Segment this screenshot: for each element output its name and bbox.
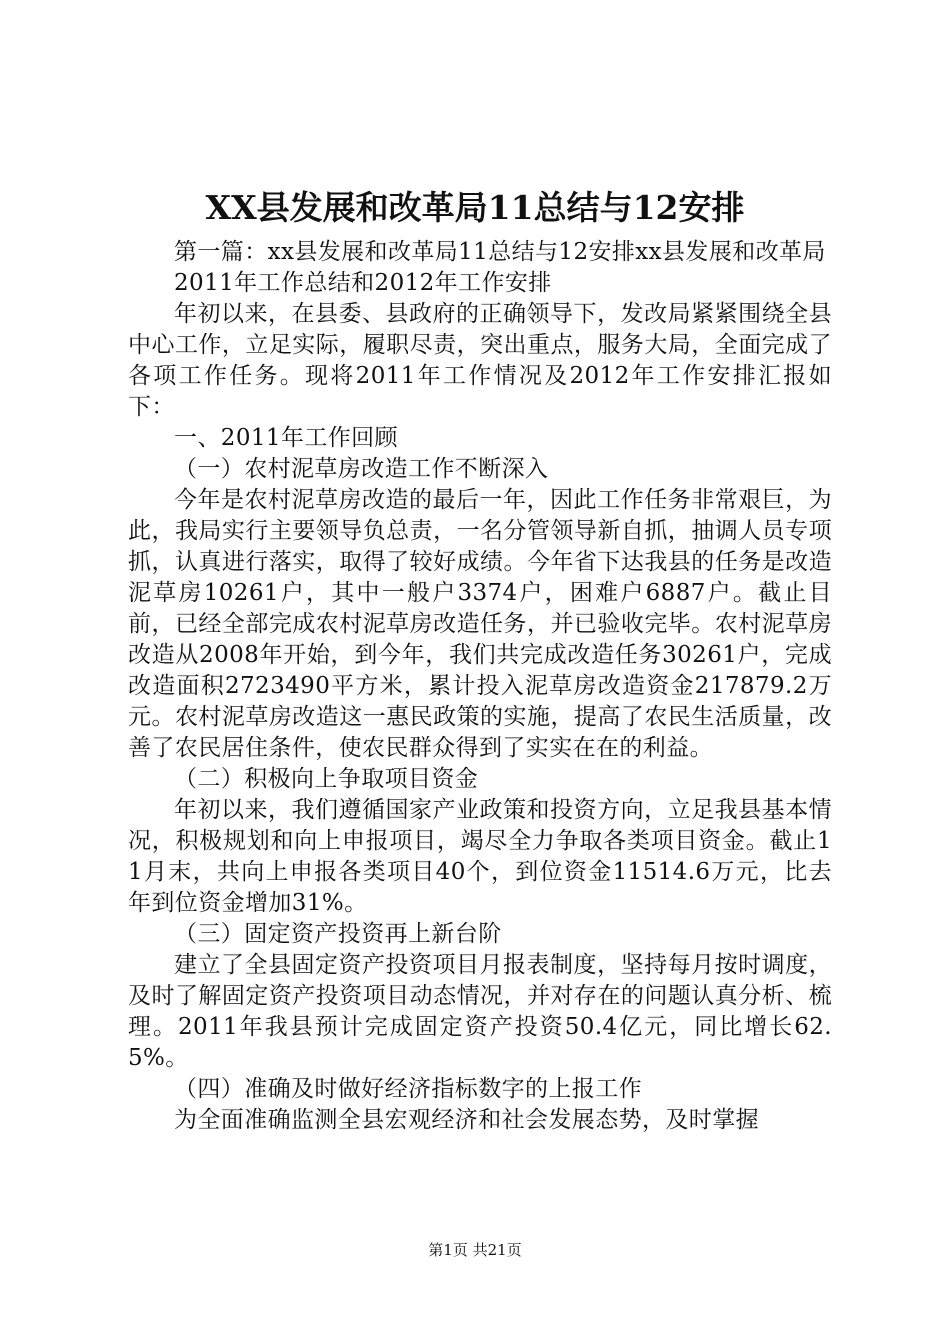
section-heading-review: 一、2011年工作回顾 xyxy=(174,425,398,451)
paragraph-investment: 建立了全县固定资产投资项目月报表制度，坚持每月按时调度，及时了解固定资产投资项目动态情况，并对存在的问题认真分析、梳理。2011年我县预计完成固定资产投资50.4亿元，同比增长62.5%。 xyxy=(128,952,832,1071)
paragraph-subtitle: 2011年工作总结和2012年工作安排 xyxy=(174,270,552,296)
subsection-heading-4: （四）准确及时做好经济指标数字的上报工作 xyxy=(174,1076,642,1102)
paragraph-opening: 年初以来，在县委、县政府的正确领导下，发改局紧紧围绕全县中心工作，立足实际，履职尽责，突出重点，服务大局，全面完成了各项工作任务。现将2011年工作情况及2012年工作安排汇报如下： xyxy=(128,301,832,420)
subsection-heading-1: （一）农村泥草房改造工作不断深入 xyxy=(174,456,549,482)
subsection-heading-2: （二）积极向上争取项目资金 xyxy=(174,766,479,792)
paragraph-housing: 今年是农村泥草房改造的最后一年，因此工作任务非常艰巨，为此，我局实行主要领导负总责，一名分管领导新自抓，抽调人员专项抓，认真进行落实，取得了较好成绩。今年省下达我县的任务是改造泥草房10261户，其中一般户3374户，困难户6887户。截止目前，已经全部完成农村泥草房改造任务，并已验收完毕。农村泥草房改造从2008年开始，到今年，我们共完成改造任务30261户，完成改造面积2723490平方米，累计投入泥草房改造资金217879.2万元。农村泥草房改造这一惠民政策的实施，提高了农民生活质量，改善了农民居住条件，使农民群众得到了实实在在的利益。 xyxy=(128,487,832,761)
paragraph-indicators: 为全面准确监测全县宏观经济和社会发展态势，及时掌握 xyxy=(174,1107,759,1133)
document-body xyxy=(128,237,832,1136)
document-title: XX县发展和改革局11总结与12安排 xyxy=(205,188,745,227)
paragraph-intro: 第一篇：xx县发展和改革局11总结与12安排xx县发展和改革局 xyxy=(174,239,826,265)
subsection-heading-3: （三）固定资产投资再上新台阶 xyxy=(174,921,502,947)
page-footer: 第1页 共21页 xyxy=(428,1241,522,1259)
paragraph-funds: 年初以来，我们遵循国家产业政策和投资方向，立足我县基本情况，积极规划和向上申报项目，竭尽全力争取各类项目资金。截止11月末，共向上申报各类项目40个，到位资金11514.6万元，比去年到位资金增加31%。 xyxy=(128,797,832,916)
